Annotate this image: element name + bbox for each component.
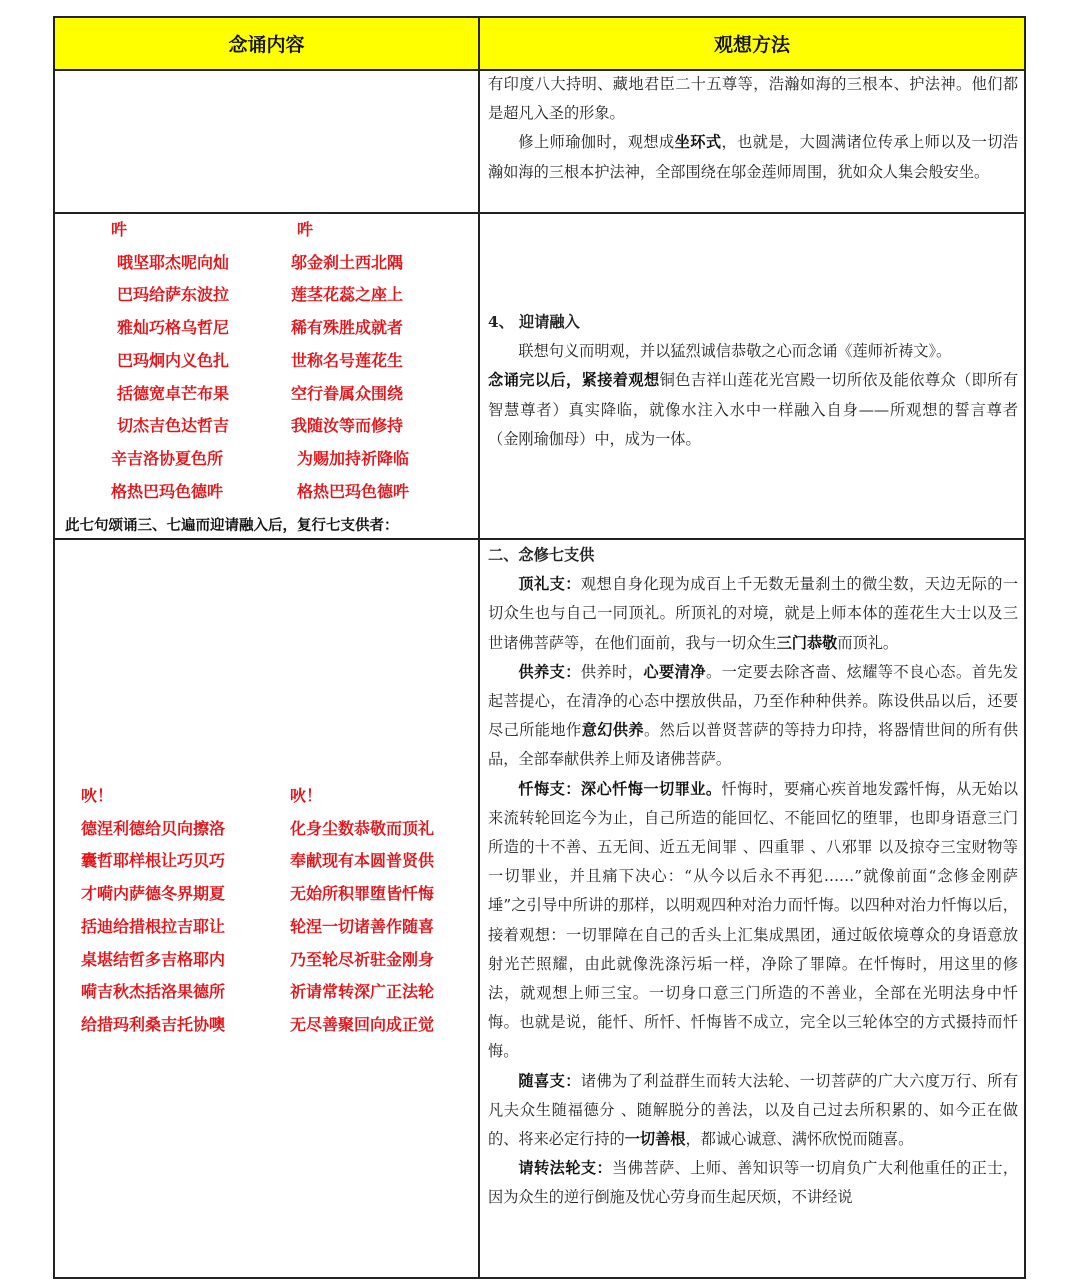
mantra-line: 化身尘数恭敬而顶礼 (290, 818, 435, 838)
header-visualization: 观想方法 (713, 34, 790, 56)
mantra-line: 世称名号莲花生 (291, 350, 404, 370)
table-header (55, 18, 1024, 71)
mantra-line: 括德宽卓芒布果 (117, 383, 230, 403)
mantra-line: 囊哲耶样根让巧贝巧 (81, 851, 226, 871)
row3-visualization (488, 541, 1018, 1213)
row-divider-2 (55, 538, 1024, 540)
mantra-line: 吽 (111, 220, 128, 239)
mantra-line: 嗬吉秋杰括洛果德所 (81, 982, 226, 1002)
document-table (53, 16, 1026, 1279)
mantra-line: 桌堪结哲多吉格耶内 (81, 949, 226, 969)
mantra-line: 巴玛给萨东波拉 (117, 285, 230, 305)
mantra-line: 莲茎花蕊之座上 (291, 285, 404, 305)
column-divider (478, 18, 480, 1277)
mantra-line: 吙！ (290, 786, 323, 805)
mantra-line: 奉献现有本圆普贤供 (290, 851, 435, 871)
row1-visualization (488, 70, 1018, 187)
row3-paragraph-dharma-wheel: 请转法轮支：当佛菩萨、上师、善知识等一切肩负广大利他重任的正士，因为众生的逆行倒施及忧心劳身而生起厌烦，不讲经说 (488, 1159, 1019, 1207)
row3-paragraph-confession: 忏悔支：深心忏悔一切罪业。忏悔时，要痛心疾首地发露忏悔，从无始以来流转轮回迄今为止，自己所造的能回忆、不能回忆的堕罪，也即身语意三门所造的十不善、五无间、近五无间罪 、四重罪 、八邪罪 以及掠夺三宝财物等一切罪业，并且痛下决心：“从今以后永不再犯……”就像前面“念修金刚萨埵”之引导中所讲的那样，以明观四种对治力而忏悔。以四种对治力忏悔以后，接着观想：一切罪障在自己的舌头上汇集成黑团，通过皈依境尊众的身语意放射光芒照耀，由此就像洗涤污垢一样，净除了罪障。在忏悔时，用这里的修法，就观想上师三宝。一切身口意三门所造的不善业，全部在光明法身中忏悔。也就是说，能忏、所忏、忏悔皆不成立，完全以三轮体空的方式摄持而忏悔。 (488, 779, 1019, 1061)
mantra-line: 稀有殊胜成就者 (291, 318, 404, 338)
mantra-line: 给措玛利桑吉托协噢 (81, 1014, 226, 1034)
mantra-line: 空行眷属众围绕 (291, 383, 404, 403)
row2-paragraph-2: 念诵完以后，紧接着观想铜色吉祥山莲花光宫殿一切所依及能依尊众（即所有智慧尊者）真实降临，就像水注入水中一样融入自身——所观想的誓言尊者（金刚瑜伽母）中，成为一体。 (488, 371, 1019, 448)
mantra-line: 吽 (297, 220, 314, 239)
mantra-line: 括迪给措根拉吉耶让 (81, 916, 226, 936)
row2-mantra-tibetan (107, 214, 229, 508)
mantra-line: 乃至轮尽祈驻金刚身 (290, 949, 435, 969)
row2-visualization (488, 308, 1018, 454)
mantra-line: 邬金刹土西北隅 (291, 252, 404, 272)
mantra-line: 格热巴玛色德吽 (297, 481, 410, 501)
row3-paragraph-offering: 供养支：供养时，心要清净。一定要去除吝啬、炫耀等不良心态。首先发起菩提心，在清净的心态中摆放供品，乃至作种种供养。陈设供品以后，还要尽己所能地作意幻供养。然后以普贤菩萨的等持力印持，将器情世间的所有供品，全部奉献供养上师及诸佛菩萨。 (488, 662, 1019, 769)
row1-paragraph-2: 修上师瑜伽时，观想成坐环式，也就是，大圆满诸位传承上师以及一切浩瀚如海的三根本护法神，全部围绕在邬金莲师周围，犹如众人集会般安坐。 (488, 133, 1019, 181)
row3-paragraph-prostration: 顶礼支：观想自身化现为成百上千无数无量刹土的微尘数，天边无际的一切众生也与自己一同顶礼。所顶礼的对境，就是上师本体的莲花生大士以及三世诸佛菩萨等，在他们面前，我与一切众生三门恭敬而顶礼。 (488, 575, 1019, 652)
row3-heading: 二、念修七支供 (488, 546, 595, 564)
mantra-line: 无尽善聚回向成正觉 (290, 1014, 435, 1034)
mantra-line: 巴玛炯内义色扎 (117, 350, 230, 370)
mantra-line: 为赐加持祈降临 (297, 448, 410, 468)
mantra-line: 格热巴玛色德吽 (111, 481, 224, 501)
mantra-line: 轮涅一切诸善作随喜 (290, 916, 435, 936)
mantra-line: 我随汝等而修持 (291, 416, 404, 436)
mantra-line: 吙！ (81, 786, 114, 805)
row3-mantra-tibetan (81, 780, 225, 1042)
row2-heading: 4、 迎请融入 (488, 313, 580, 331)
mantra-line: 雅灿巧格乌哲尼 (117, 318, 230, 338)
row2-mantra-chinese (291, 214, 409, 508)
row2-paragraph-1: 联想句义而明观，并以猛烈诚信恭敬之心而念诵《莲师祈祷文》。 (518, 342, 952, 361)
row3-mantra-chinese (290, 780, 434, 1042)
mantra-line: 切杰吉色达哲吉 (117, 416, 230, 436)
row1-paragraph-1: 有印度八大持明、藏地君臣二十五尊等，浩瀚如海的三根本、护法神。他们都是超凡入圣的形象。 (488, 75, 1018, 123)
row3-paragraph-rejoicing: 随喜支：诸佛为了利益群生而转大法轮、一切菩萨的广大六度万行、所有凡夫众生随福德分 、随解脱分的善法，以及自己过去所积累的、如今正在做的、将来必定行持的一切善根，都诚心诚意、满怀欣悦而随喜。 (488, 1071, 1019, 1149)
mantra-line: 才嗬内萨德冬界期夏 (81, 884, 226, 904)
mantra-line: 哦坚耶杰呢向灿 (117, 252, 230, 272)
row2-note: 此七句颂诵三、七遍而迎请融入后，复行七支供者： (65, 517, 399, 534)
header-recitation: 念诵内容 (228, 34, 305, 56)
mantra-line: 辛吉洛协夏色所 (111, 448, 224, 468)
mantra-line: 德涅利德给贝向擦洛 (81, 818, 226, 838)
mantra-line: 无始所积罪堕皆忏悔 (290, 884, 435, 904)
mantra-line: 祈请常转深广正法轮 (290, 982, 435, 1002)
